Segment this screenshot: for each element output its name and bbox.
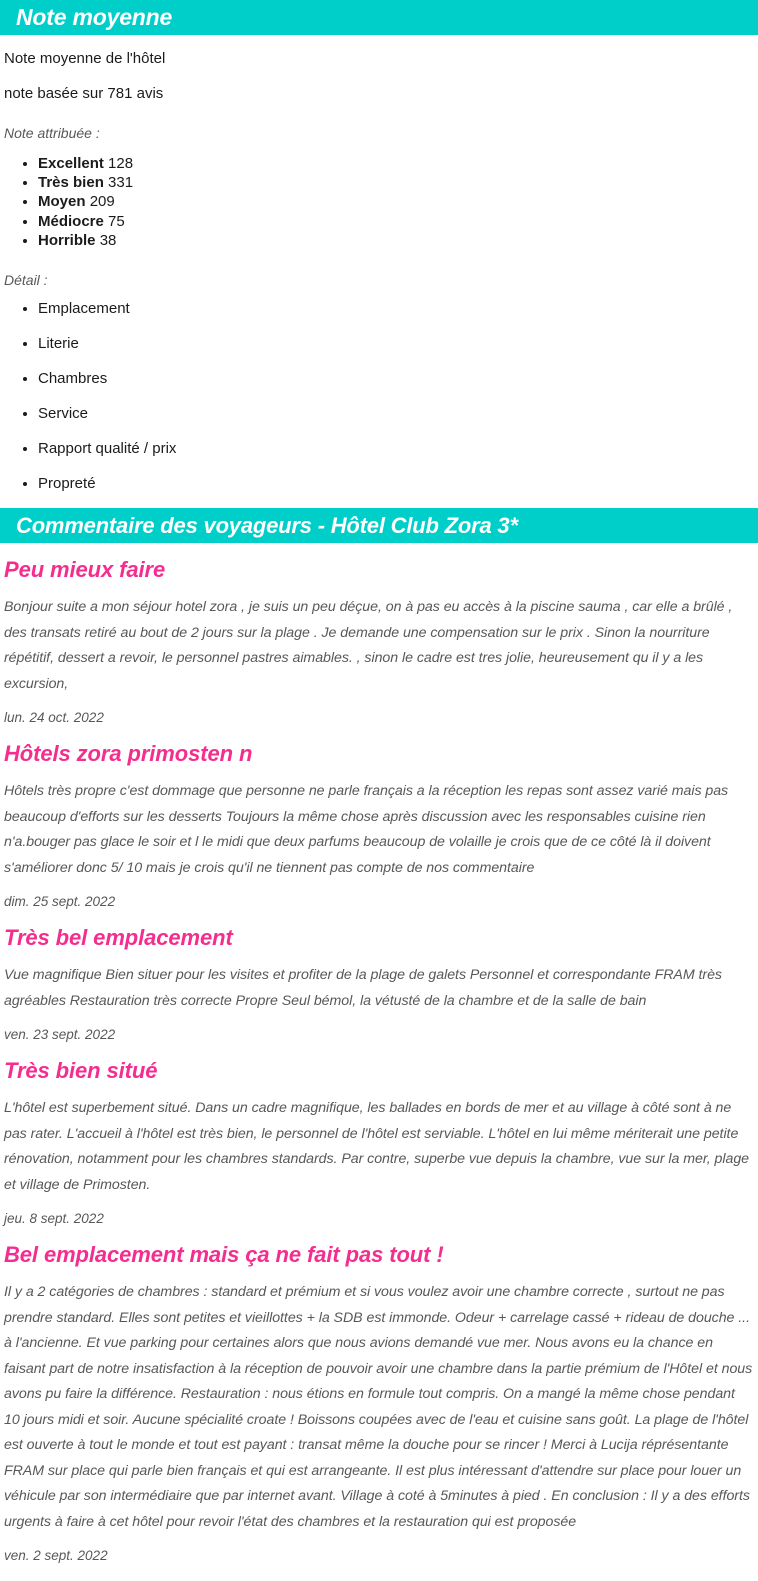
detail-criteria-list (0, 299, 758, 493)
list-item (38, 231, 758, 250)
review-date: lun. 24 oct. 2022 (4, 710, 104, 726)
review-body: Bonjour suite a mon séjour hotel zora , je suis un peu déçue, on à pas eu accès à la piscine sauma , car elle a brûlé , des transats retiré au bout de 2 jours sur la plage . Je demande une compensation sur le prix . Sinon la nourriture répétitif, dessert a revoir, le personnel pastres aimables. , sinon le cadre est tres jolie, heureusement qu il y a les excursion, (4, 599, 733, 692)
review-title: Très bel emplacement (4, 925, 233, 951)
review-body: Vue magnifique Bien situer pour les visites et profiter de la plage de galets Personnel et correspondante FRAM très agréables Restauration très correcte Propre Seul bémol, la vétusté de la chambre et de la salle de bain (4, 967, 722, 1009)
review-date: dim. 25 sept. 2022 (4, 894, 116, 910)
review-item (4, 1058, 754, 1228)
detail-label: Détail : (4, 272, 48, 289)
traveller-comments-banner: Commentaire des voyageurs - Hôtel Club Zora 3* (0, 508, 758, 543)
review-body: Hôtels très propre c'est dommage que personne ne parle français a la réception les repas sont assez varié mais pas beaucoup d'efforts sur les desserts Toujours la même chose après discussion avec les responsables cuisine rien n'a.bouger pas glace le soir et l le midi que deux parfums beaucoup de volaille je crois que de ce côté là il doivent s'améliorer donc 5/ 10 mais je crois qu'il ne tiennent pas compte de nos commentaire (4, 783, 729, 876)
average-rating-intro (0, 49, 758, 142)
review-title: Hôtels zora primosten n (4, 741, 253, 767)
list-item: • Propreté (38, 474, 758, 493)
list-item: • Chambres (38, 369, 758, 388)
list-item: • Rapport qualité / prix (38, 439, 758, 458)
average-rating-banner: Note moyenne (0, 0, 758, 35)
review-date: jeu. 8 sept. 2022 (4, 1211, 104, 1227)
review-date: ven. 2 sept. 2022 (4, 1548, 108, 1564)
review-title: Peu mieux faire (4, 557, 166, 583)
rating-count: 75 (108, 212, 125, 230)
attributed-rating-label: Note attribuée : (4, 125, 100, 141)
rating-label: Médiocre (38, 212, 104, 230)
rating-label: Horrible (38, 231, 96, 249)
review-item (4, 925, 754, 1044)
review-item (4, 557, 754, 727)
list-item (38, 212, 758, 231)
review-title: Très bien situé (4, 1058, 158, 1084)
reviews-list (0, 557, 758, 1565)
list-item (38, 173, 758, 192)
list-item (38, 154, 758, 173)
list-item: • Emplacement (38, 299, 758, 318)
list-item: • Service (38, 404, 758, 423)
rating-count: 128 (108, 155, 134, 172)
review-item (4, 741, 754, 911)
rating-breakdown-list (0, 154, 758, 250)
review-date: ven. 23 sept. 2022 (4, 1027, 116, 1043)
review-body: L'hôtel est superbement situé. Dans un cadre magnifique, les ballades en bords de mer et au village à côté sont à ne pas rater. L'accueil à l'hôtel est très bien, le personnel de l'hôtel est serviable. L'hôtel en lui même mériterait une petite rénovation, notamment pour les chambres standards. Par contre, superbe vue depuis la chambre, vue sur la mer, plage et village de Primosten. (4, 1100, 750, 1193)
rating-count: 331 (108, 174, 134, 192)
detail-intro (0, 271, 758, 289)
average-rating-label: Note moyenne de l'hôtel (4, 50, 166, 67)
rating-label: Moyen (38, 193, 86, 211)
list-item (38, 192, 758, 211)
review-title: Bel emplacement mais ça ne fait pas tout ! (4, 1242, 444, 1268)
review-count-label: note basée sur 781 avis (4, 85, 164, 102)
rating-count: 209 (89, 193, 115, 211)
review-item (4, 1242, 754, 1565)
rating-label: Excellent (38, 155, 104, 172)
review-body: Il y a 2 catégories de chambres : standard et prémium et si vous voulez avoir une chambre correcte , surtout ne pas prendre standard. Elles sont petites et vieillottes + la SDB est immonde. Odeur + carrelage cassé + rideau de douche ... à l'ancienne. Et vue parking pour certaines alors que nous avions demandé vue mer. Nous avons eu la chance en faisant part de notre insatisfaction à la réception de pouvoir avoir une chambre dans la partie prémium de l'Hôtel et nous avons pu faire la différence. Restauration : nous étions en formule tout compris. On a mangé la même chose pendant 10 jours midi et soir. Aucune spécialité croate ! Boissons coupées avec de l'eau et cuisine sans goût. La plage de l'hôtel est ouverte à tout le monde et tout est payant : transat même la douche pour se rincer ! Merci à Lucija réprésentante FRAM sur place qui parle bien français et qui est arrangeante. Il est plus intéressant d'attendre sur place pour louer un véhicule par son intermédiaire que par internet avant. Village à coté à 5minutes à pied . En conclusion : Il y a des efforts urgents à faire à cet hôtel pour revoir l'état des chambres et la restauration qui est proposée (4, 1284, 753, 1530)
rating-label: Très bien (38, 174, 104, 192)
list-item: • Literie (38, 334, 758, 353)
rating-count: 38 (99, 231, 117, 249)
